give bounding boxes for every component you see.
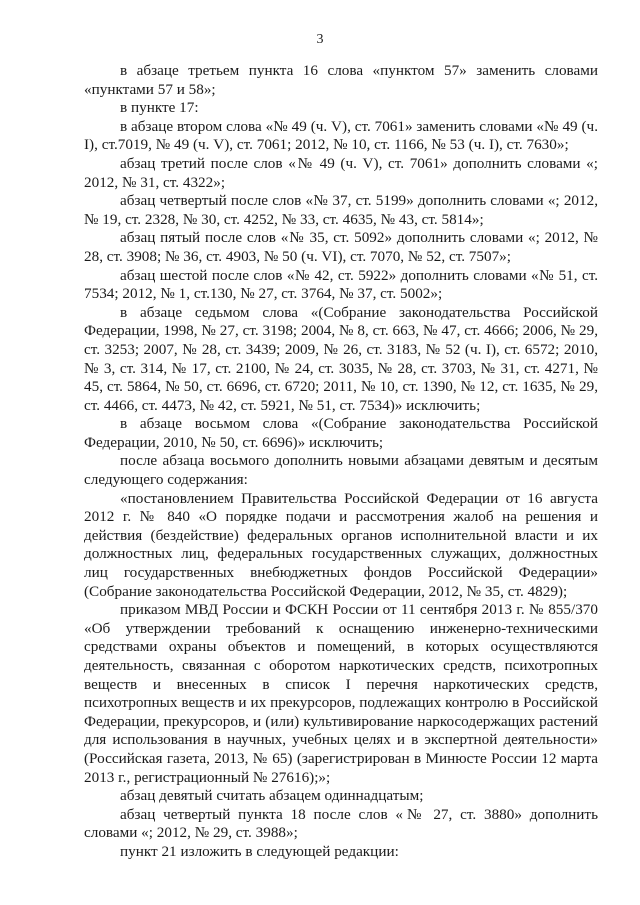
paragraph: в пункте 17:	[120, 99, 199, 117]
paragraph: абзац третий после слов «№ 49 (ч. V), ст. 7061» дополнить словами «; 2012, № 31, ст. 4322»;	[84, 154, 598, 191]
document-body	[84, 62, 598, 862]
paragraph: в абзаце третьем пункта 16 слова «пунктом 57» заменить словами «пунктами 57 и 58»;	[84, 62, 598, 98]
paragraph: абзац шестой после слов «№ 42, ст. 5922» дополнить словами «№ 51, ст. 7534; 2012, № 1, ст.130, № 27, ст. 3764, № 37, ст. 5002»;	[84, 266, 598, 303]
paragraph: абзац пятый после слов «№ 35, ст. 5092» дополнить словами «; 2012, № 28, ст. 3908; № 36, ст. 4903, № 50 (ч. VI), ст. 7070, № 52, ст. 7507»;	[84, 229, 598, 265]
paragraph: абзац девятый считать абзацем одиннадцатым;	[120, 787, 424, 805]
paragraph: «постановлением Правительства Российской Федерации от 16 августа 2012 г. № 840 «О порядке подачи и рассмотрения жалоб на решения и действия (бездействие) федеральных органов исполнительной власти и их должностных лиц, федеральных государственных служащих, должностных лиц государственных внебюджетных фондов Российской Федерации» (Собрание законодательства Российской Федерации, 2012, № 35, ст. 4829);	[84, 489, 598, 600]
paragraph: абзац четвертый пункта 18 после слов «№ 27, ст. 3880» дополнить словами «; 2012, № 29, ст. 3988»;	[84, 805, 598, 842]
paragraph: приказом МВД России и ФСКН России от 11 сентября 2013 г. № 855/370 «Об утверждении требований к оснащению инженерно-техническими средствами охраны объектов и помещений, в которых осуществляются деятельность, связанная с оборотом наркотических средств, психотропных веществ и внесенных в список I перечня наркотических средств, психотропных веществ и их прекурсоров, подлежащих контролю в Российской Федерации, прекурсоров, и (или) культивирование наркосодержащих растений для использования в научных, учебных целях и в экспертной деятельности» (Российская газета, 2013, № 65) (зарегистрирован в Минюсте России 12 марта 2013 г., регистрационный № 27616);»;	[84, 601, 598, 786]
paragraph: в абзаце восьмом слова «(Собрание законодательства Российской Федерации, 2010, № 50, ст. 6696)» исключить;	[84, 415, 598, 451]
paragraph: в абзаце втором слова «№ 49 (ч. V), ст. 7061» заменить словами «№ 49 (ч. I), ст.7019, № 49 (ч. V), ст. 7061; 2012, № 10, ст. 1166, № 53 (ч. I), ст. 7630»;	[84, 117, 598, 154]
paragraph: абзац четвертый после слов «№ 37, ст. 5199» дополнить словами «; 2012, № 19, ст. 2328, № 30, ст. 4252, № 33, ст. 4635, № 43, ст. 5814»;	[84, 192, 598, 228]
paragraph: в абзаце седьмом слова «(Собрание законодательства Российской Федерации, 1998, № 27, ст. 3198; 2004, № 8, ст. 663, № 47, ст. 4666; 2006, № 29, ст. 3253; 2007, № 28, ст. 3439; 2009, № 26, ст. 3183, № 52 (ч. I), ст. 6572; 2010, № 3, ст. 314, № 17, ст. 2100, № 24, ст. 3035, № 28, ст. 3703, № 31, ст. 4271, № 45, ст. 5864, № 50, ст. 6696, ст. 6720; 2011, № 10, ст. 1390, № 12, ст. 1635, № 29, ст. 4466, ст. 4473, № 42, ст. 5921, № 51, ст. 7534)» исключить;	[84, 303, 598, 414]
paragraph: после абзаца восьмого дополнить новыми абзацами девятым и десятым следующего содержания:	[84, 452, 598, 489]
page-number: 3	[316, 32, 324, 47]
paragraph: пункт 21 изложить в следующей редакции:	[120, 842, 399, 860]
